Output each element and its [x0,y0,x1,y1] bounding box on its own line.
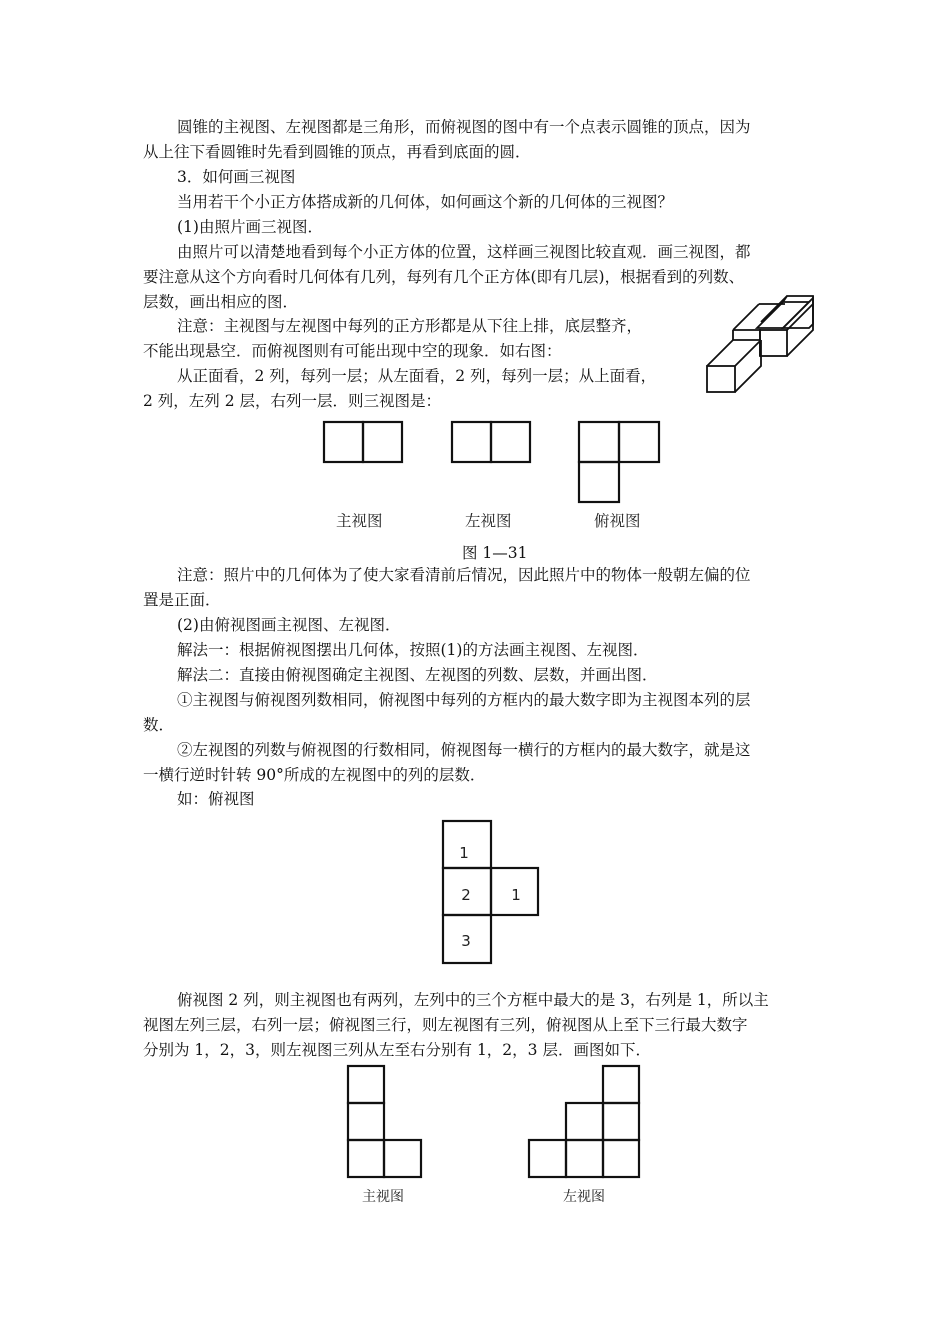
note-paragraph: 注意：照片中的几何体为了使大家看清前后情况，因此照片中的物体一般朝左偏的位 [177,566,751,584]
result-front-view-figure [347,1065,427,1181]
grid-cell-value: 3 [461,932,471,950]
grid-cell-value: 1 [511,886,521,904]
paragraph: 从正面看，2 列，每列一层；从左面看，2 列，每列一层；从上面看， [177,367,657,385]
paragraph: 2 列，左列 2 层，右列一层．则三视图是： [143,392,442,410]
left-view-figure [451,421,533,465]
paragraph: 圆锥的主视图、左视图都是三角形，而俯视图的图中有一个点表示圆锥的顶点，因为 [177,118,751,136]
note-paragraph: 不能出现悬空．而俯视图则有可能出现中空的现象．如右图： [143,342,562,360]
method-two: 解法二：直接由俯视图确定主视图、左视图的列数、层数，并画出图． [177,666,658,684]
result-left-view-label: 左视图 [563,1189,605,1205]
paragraph: 视图左列三层，右列一层；俯视图三行，则左视图有三列，俯视图从上至下三行最大数字 [143,1016,748,1034]
numbered-top-view-grid [442,820,542,966]
top-view-label: 俯视图 [594,512,641,530]
paragraph: 由照片可以清楚地看到每个小正方体的位置，这样画三视图比较直观．画三视图，都 [177,243,751,261]
paragraph: 当用若干个小正方体搭成新的几何体，如何画这个新的几何体的三视图？ [177,193,674,211]
example-label: 如：俯视图 [177,790,255,808]
rule-two: ②左视图的列数与俯视图的行数相同，俯视图每一横行的方框内的最大数字，就是这 [177,741,751,759]
result-left-view-figure [528,1065,644,1181]
paragraph: 要注意从这个方向看时几何体有几列，每列有几个正方体(即有几层)，根据看到的列数、 [143,268,745,286]
grid-cell-value: 1 [459,844,469,862]
subsection-heading: (2)由俯视图画主视图、左视图． [177,616,401,634]
note-paragraph: 置是正面． [143,591,221,609]
left-view-label: 左视图 [465,512,512,530]
method-one: 解法一：根据俯视图摆出几何体，按照(1)的方法画主视图、左视图． [177,641,649,659]
paragraph: 层数，画出相应的图． [143,293,299,311]
section-heading: 3．如何画三视图 [177,168,296,186]
rule-one: ①主视图与俯视图列数相同，俯视图中每列的方框内的最大数字即为主视图本列的层 [177,691,751,709]
figure-caption: 图 1—31 [462,544,528,562]
subsection-heading: (1)由照片画三视图． [177,218,323,236]
result-front-view-label: 主视图 [362,1189,404,1205]
note-paragraph: 注意：主视图与左视图中每列的正方形都是从下往上排，底层整齐， [177,317,643,335]
isometric-cubes-figure [705,294,815,394]
paragraph: 分别为 1，2，3，则左视图三列从左至右分别有 1，2，3 层．画图如下． [143,1041,651,1059]
rule-one: 数． [143,716,175,734]
front-view-figure [323,421,405,465]
paragraph: 俯视图 2 列，则主视图也有两列，左列中的三个方框中最大的是 3，右列是 1，所以主 [177,991,769,1009]
grid-cell-value: 2 [461,886,471,904]
paragraph: 从上往下看圆锥时先看到圆锥的顶点，再看到底面的圆． [143,143,531,161]
front-view-label: 主视图 [336,512,383,530]
top-view-figure [578,421,662,505]
rule-two: 一横行逆时针转 90°所成的左视图中的列的层数． [143,766,486,784]
